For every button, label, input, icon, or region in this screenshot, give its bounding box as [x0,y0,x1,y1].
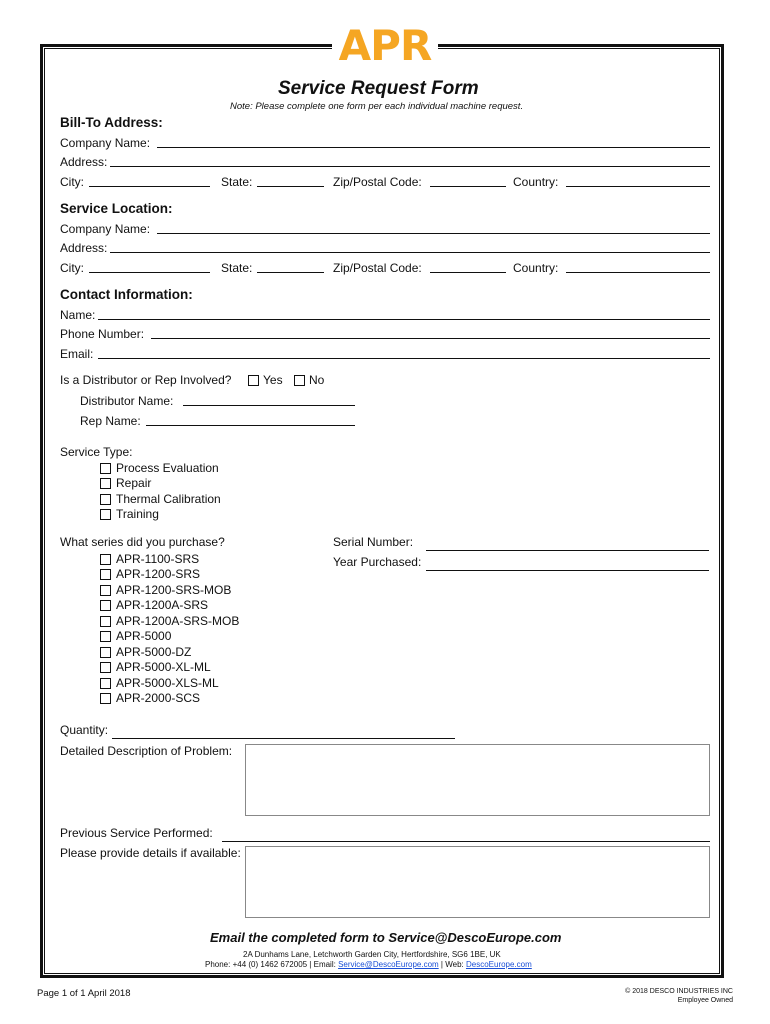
rep-name-field[interactable] [146,425,355,426]
distributor-no-label: No [309,373,325,387]
form-note: Note: Please complete one form per each individual machine request. [230,101,524,112]
series-option: APR-5000 [116,629,172,643]
location-address-field[interactable] [110,252,710,253]
series-option: APR-1100-SRS [116,552,200,566]
apr-logo: APR [332,22,438,72]
contact-name-label: Name: [60,308,96,322]
series-checkbox[interactable] [100,693,111,704]
service-type-label: Service Type: [60,445,133,459]
distributor-no-checkbox[interactable] [294,375,305,386]
series-option: APR-5000-DZ [116,645,192,659]
contact-email-field[interactable] [98,358,710,359]
contact-details-line [205,960,532,969]
service-type-option: Thermal Calibration [116,492,221,506]
bill-to-address-label: Address: [60,155,108,169]
series-option: APR-1200-SRS-MOB [116,583,232,597]
series-option: APR-5000-XLS-ML [116,676,219,690]
series-checkbox[interactable] [100,647,111,658]
bill-to-city-field[interactable] [89,186,210,187]
location-company-field[interactable] [157,233,710,234]
previous-service-label: Previous Service Performed: [60,826,213,840]
previous-service-textarea[interactable] [245,846,710,918]
provide-details-label: Please provide details if available: [60,846,241,860]
location-zip-field[interactable] [430,272,506,273]
location-country-field[interactable] [566,272,710,273]
bill-to-zip-field[interactable] [430,186,506,187]
bill-to-company-field[interactable] [157,147,710,148]
contact-phone-field[interactable] [151,338,710,339]
year-purchased-field[interactable] [426,570,709,571]
distributor-name-label: Distributor Name: [80,394,174,408]
bill-to-address-field[interactable] [110,166,710,167]
series-option: APR-1200A-SRS [116,598,209,612]
employee-owned: Employee Owned [677,997,733,1004]
phone-text: Phone: +44 (0) 1462 672005 | Email: [205,960,336,969]
series-checkbox[interactable] [100,554,111,565]
bill-to-state-label: State: [221,175,253,189]
service-type-checkbox[interactable] [100,509,111,520]
distributor-question: Is a Distributor or Rep Involved? [60,373,232,387]
series-checkbox[interactable] [100,616,111,627]
location-company-label: Company Name: [60,222,151,236]
series-option: APR-5000-XL-ML [116,660,211,674]
series-checkbox[interactable] [100,678,111,689]
distributor-name-field[interactable] [183,405,355,406]
quantity-label: Quantity: [60,723,109,737]
series-question: What series did you purchase? [60,535,225,549]
service-type-checkbox[interactable] [100,494,111,505]
location-state-field[interactable] [257,272,324,273]
bill-to-heading: Bill-To Address: [60,115,163,130]
location-address-label: Address: [60,241,108,255]
service-email-link[interactable]: Service@DescoEurope.com [338,960,439,969]
service-location-heading: Service Location: [60,201,173,216]
location-state-label: State: [221,261,253,275]
location-city-label: City: [60,261,84,275]
bill-to-state-field[interactable] [257,186,324,187]
description-label: Detailed Description of Problem: [60,744,233,758]
page-title: Service Request Form [278,78,479,99]
series-checkbox[interactable] [100,585,111,596]
series-checkbox[interactable] [100,662,111,673]
series-checkbox[interactable] [100,631,111,642]
service-type-checkbox[interactable] [100,463,111,474]
rep-name-label: Rep Name: [80,414,141,428]
location-zip-label: Zip/Postal Code: [333,261,422,275]
office-address: 2A Dunhams Lane, Letchworth Garden City, Hertfordshire, SG6 1BE, UK [243,950,501,959]
series-checkbox[interactable] [100,600,111,611]
contact-email-label: Email: [60,347,94,361]
contact-name-field[interactable] [98,319,710,320]
contact-heading: Contact Information: [60,287,193,302]
service-type-checkbox[interactable] [100,478,111,489]
quantity-field[interactable] [112,738,455,739]
website-link[interactable]: DescoEurope.com [465,960,532,969]
distributor-yes-label: Yes [263,373,283,387]
bill-to-company-label: Company Name: [60,136,151,150]
description-textarea[interactable] [245,744,710,816]
service-type-option: Repair [116,476,152,490]
service-type-option: Process Evaluation [116,461,219,475]
bill-to-country-field[interactable] [566,186,710,187]
distributor-yes-checkbox[interactable] [248,375,259,386]
email-instructions: Email the completed form to Service@DescoEurope.com [210,930,562,945]
series-checkbox[interactable] [100,569,111,580]
page-info: Page 1 of 1 April 2018 [37,988,131,999]
bill-to-city-label: City: [60,175,84,189]
copyright: © 2018 DESCO INDUSTRIES INC [625,988,733,995]
service-type-option: Training [116,507,159,521]
series-option: APR-1200-SRS [116,567,201,581]
contact-phone-label: Phone Number: [60,327,145,341]
location-country-label: Country: [513,261,559,275]
location-city-field[interactable] [89,272,210,273]
bill-to-zip-label: Zip/Postal Code: [333,175,422,189]
serial-number-label: Serial Number: [333,535,414,549]
previous-service-field[interactable] [222,841,710,842]
web-prefix: | Web: [440,960,464,969]
year-purchased-label: Year Purchased: [333,555,422,569]
bill-to-country-label: Country: [513,175,559,189]
series-option: APR-1200A-SRS-MOB [116,614,240,628]
series-option: APR-2000-SCS [116,691,201,705]
serial-number-field[interactable] [426,550,709,551]
